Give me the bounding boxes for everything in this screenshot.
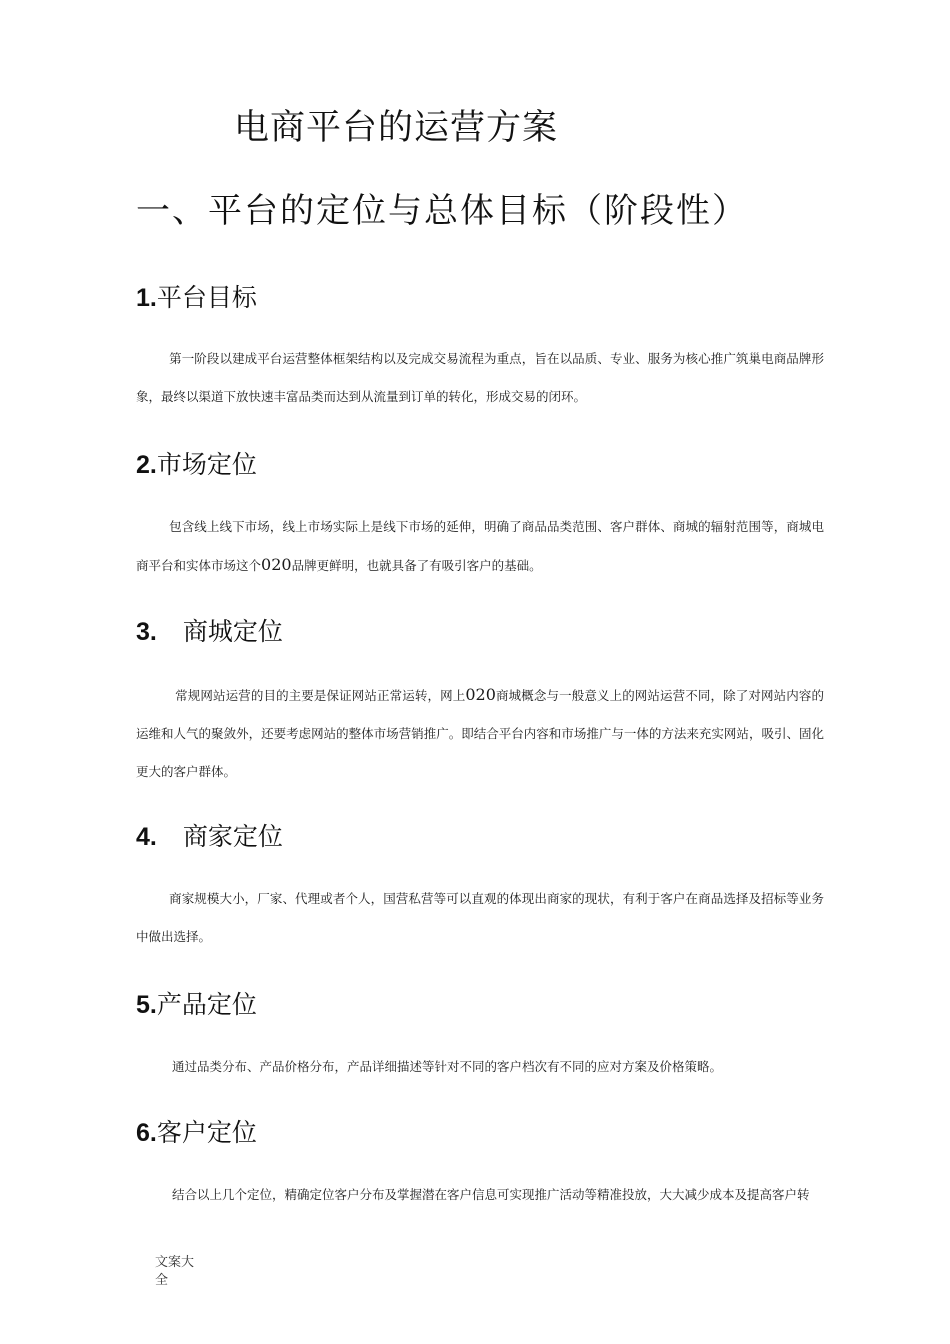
subsection-paragraph-4 (136, 880, 824, 956)
subsection-paragraph-6 (136, 1176, 824, 1214)
paragraph-code: 020 (465, 685, 496, 704)
subsection-heading-2 (136, 445, 257, 481)
paragraph-text: 商家规模大小，厂家、代理或者个人，国营私营等可以直观的体现出商家的现状，有利于客户在商品选择及招标等业务中做出选择。 (136, 891, 824, 944)
paragraph-text-b: 品牌更鲜明，也就具备了有吸引客户的基础。 (291, 558, 542, 573)
subsection-number: 2. (136, 451, 157, 479)
subsection-title: 商家定位 (182, 822, 283, 851)
subsection-number: 4. (136, 823, 157, 851)
paragraph-code: 020 (261, 555, 292, 574)
subsection-paragraph-2 (136, 508, 824, 585)
subsection-title: 商城定位 (182, 617, 283, 646)
subsection-number: 6. (136, 1119, 157, 1147)
subsection-heading-3 (136, 612, 283, 648)
paragraph-text: 第一阶段以建成平台运营整体框架结构以及完成交易流程为重点，旨在以品质、专业、服务为核心推广筑巢电商品牌形象，最终以渠道下放快速丰富品类而达到从流量到订单的转化，形成交易的闭环。 (136, 351, 824, 404)
subsection-paragraph-5 (136, 1048, 824, 1086)
subsection-paragraph-3 (136, 676, 824, 791)
subsection-heading-1 (136, 278, 257, 314)
paragraph-text-a: 常规网站运营的目的主要是保证网站正常运转，网上 (175, 688, 466, 703)
subsection-heading-4 (136, 817, 283, 853)
subsection-heading-6 (136, 1113, 257, 1149)
paragraph-text-a: 包含线上线下市场，线上市场实际上是线下市场的延伸，明确了商品品类范围、客户群体、商城的辐射范围等，商城电商平台和实体市场这个 (136, 519, 824, 573)
paragraph-text: 通过品类分布、产品价格分布，产品详细描述等针对不同的客户档次有不同的应对方案及价格策略。 (172, 1059, 723, 1074)
paragraph-text: 结合以上几个定位，精确定位客户分布及掌握潜在客户信息可实现推广活动等精准投放，大大减少成本及提高客户转 (172, 1187, 810, 1202)
subsection-title: 客户定位 (156, 1118, 257, 1147)
paragraph-text-b: 商城概念与一般意义上的网站运营不同，除了对网站内容的运维和人气的聚敛外，还要考虑网站的整体市场营销推广。即结合平台内容和市场推广与一体的方法来充实网站，吸引、固化更大的客户群体。 (136, 688, 824, 779)
subsection-heading-5 (136, 985, 257, 1021)
subsection-title: 产品定位 (156, 990, 257, 1019)
page-footer: 文案大全 (155, 1255, 195, 1288)
subsection-number: 3. (136, 618, 157, 646)
section-title: 一、平台的定位与总体目标（阶段性） (136, 191, 748, 231)
subsection-number: 1. (136, 284, 157, 312)
document-title: 电商平台的运营方案 (234, 108, 559, 148)
subsection-title: 平台目标 (156, 283, 257, 312)
subsection-number: 5. (136, 991, 157, 1019)
subsection-title: 市场定位 (156, 450, 257, 479)
subsection-paragraph-1 (136, 340, 824, 416)
